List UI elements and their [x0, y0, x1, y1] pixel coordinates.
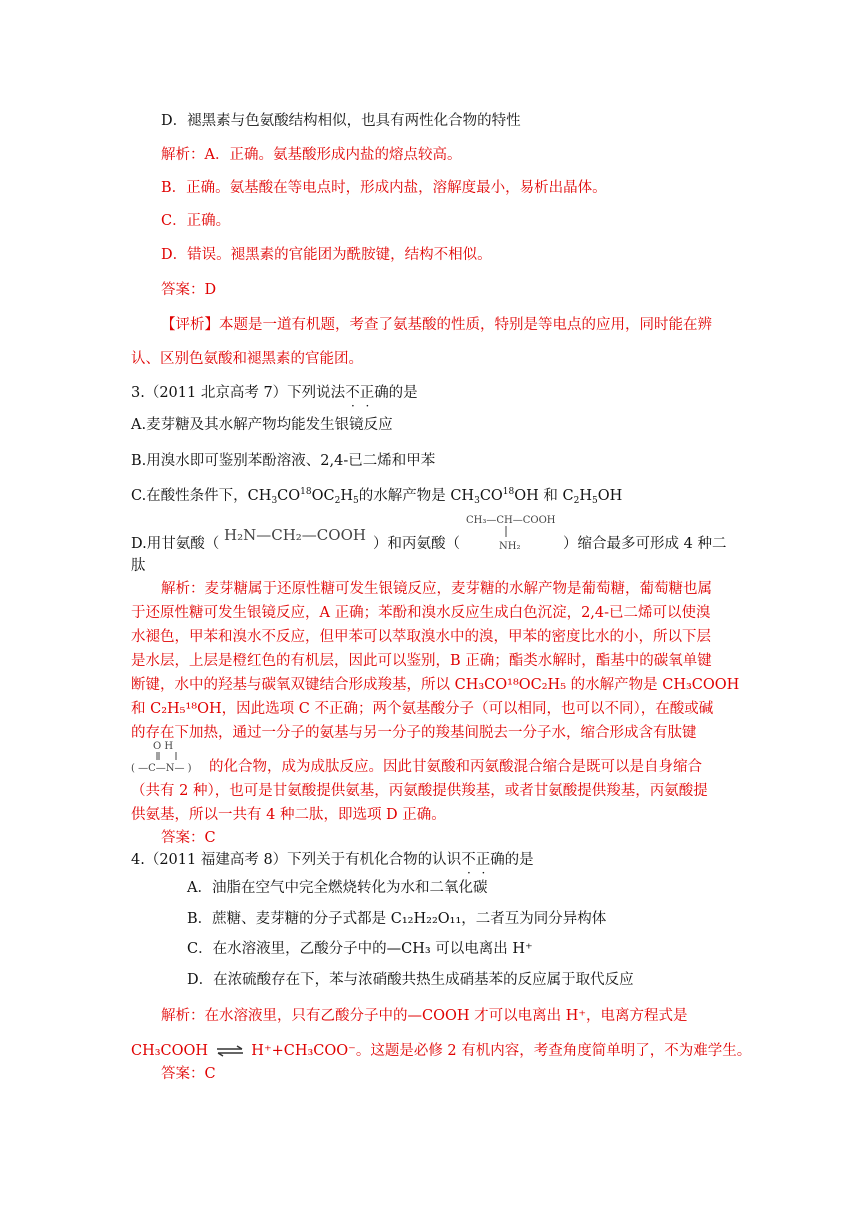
q4-analysis-line2 [131, 1041, 751, 1061]
q4-stem-pre: 4.（2011 福建高考 8）下列关于有机化合物的认识 [131, 852, 462, 868]
q2-comment-line1: 【评析】本题是一道有机题，考查了氨基酸的性质，特别是等电点的应用，同时能在辨 [161, 317, 712, 333]
q3-stem-post: 确的是 [374, 385, 418, 401]
q3-option-d-line2: 肽 [131, 558, 146, 574]
q3-c-sup: 18 [300, 487, 312, 497]
q3-c-sub: 2 [334, 496, 341, 506]
alanine-bottom: NH₂ [499, 541, 521, 552]
q4-equation-left: CH₃COOH [131, 1043, 209, 1059]
q3-c-text: OC [311, 488, 335, 504]
q3-stem [131, 383, 418, 403]
q4-stem-emph2: 正 [475, 852, 491, 868]
peptide-top: O H [153, 741, 174, 752]
glycine-formula: H₂N—CH₂—COOH [224, 526, 366, 544]
q3-option-c [131, 486, 622, 506]
q3-c-sub: 3 [271, 496, 278, 506]
q3-option-d-pre: D.用甘氨酸（ [131, 536, 220, 552]
q2-analysis-d: D．错误。褪黑素的官能团为酰胺键，结构不相似。 [161, 247, 492, 263]
q3-option-a: A.麦芽糖及其水解产物均能发生银镜反应 [131, 417, 393, 433]
peptide-bond-structure [131, 738, 211, 774]
q2-analysis-c: C．正确。 [161, 213, 231, 229]
q3-analysis-line8: 的化合物，成为成肽反应。因此甘氨酸和丙氨酸混合缩合是既可以是自身缩合 [209, 759, 702, 775]
q3-c-text: OH [597, 488, 623, 504]
q3-analysis-line5: 断键，水中的羟基与碳氧双键结合形成羧基，所以 CH₃CO¹⁸OC₂H₅ 的水解产物是 CH₃COOH [131, 677, 740, 693]
q4-option-a: A．油脂在空气中完全燃烧转化为水和二氧化碳 [187, 880, 488, 896]
q3-c-sub: 5 [592, 496, 598, 506]
q3-c-text: CO [479, 488, 503, 504]
q2-answer: 答案：D [161, 282, 217, 298]
q3-analysis-line10: 供氨基，所以一共有 4 种二肽，即选项 D 正确。 [131, 807, 446, 823]
q3-option-c-pre: C.在酸性条件下，CH [131, 488, 272, 504]
q3-option-b: B.用溴水即可鉴别苯酚溶液、2,4-已二烯和甲苯 [131, 453, 436, 469]
q4-option-c: C．在水溶液里，乙酸分子中的—CH₃ 可以电离出 H⁺ [187, 941, 533, 957]
q3-c-text: 的水解产物是 CH [358, 488, 475, 504]
q4-stem-post: 确的是 [490, 852, 534, 868]
q3-c-sub: 3 [474, 496, 480, 506]
glycine-structure [222, 522, 372, 548]
q3-c-text: CO [277, 488, 301, 504]
peptide-bottom: ( —C—N— ) [131, 763, 192, 774]
q2-analysis-a: 解析：A．正确。氨基酸形成内盐的熔点较高。 [161, 147, 462, 163]
q3-analysis-line2: 于还原性糖可发生银镜反应，A 正确；苯酚和溴水反应生成白色沉淀，2,4-已二烯可以使溴 [131, 605, 711, 621]
q3-analysis-line7: 的存在下加热，通过一分子的氨基与另一分子的羧基间脱去一分子水，缩合形成含有肽键 [131, 725, 697, 741]
q4-stem-emph1: 不 [461, 852, 476, 868]
q3-c-sup: 18 [502, 487, 515, 497]
q3-analysis-line6: 和 C₂H₅¹⁸OH，因此选项 C 不正确；两个氨基酸分子（可以相同，也可以不同），在酸或碱 [131, 701, 714, 717]
q3-c-text: H [579, 488, 592, 504]
q3-option-d-mid: ）和丙氨酸（ [373, 536, 460, 552]
q3-c-text: H [340, 488, 353, 504]
q4-analysis-line1: 解析：在水溶液里，只有乙酸分子中的—COOH 才可以电离出 H⁺，电离方程式是 [161, 1008, 688, 1024]
q3-analysis-line1: 解析：麦芽糖属于还原性糖可发生银镜反应，麦芽糖的水解产物是葡萄糖，葡萄糖也属 [161, 581, 712, 597]
q3-c-sub: 5 [352, 496, 359, 506]
alanine-top: CH₃—CH—COOH [466, 515, 556, 526]
alanine-structure [466, 510, 566, 554]
q3-analysis-line3: 水褪色，甲苯和溴水不反应，但甲苯可以萃取溴水中的溴，甲苯的密度比水的小，所以下层 [131, 629, 711, 645]
q3-stem-pre: 3.（2011 北京高考 7）下列说法 [131, 385, 346, 401]
q3-answer: 答案：C [161, 830, 216, 846]
q2-comment-line2: 认、区别色氨酸和褪黑素的官能团。 [131, 351, 363, 367]
q4-equation-right: H⁺+CH₃COO⁻。这题是必修 2 有机内容，考查角度简单明了，不为难学生。 [251, 1043, 752, 1059]
q3-stem-emph2: 正 [359, 385, 375, 401]
q3-c-text: OH 和 C [514, 488, 574, 504]
q2-analysis-b: B．正确。氨基酸在等电点时，形成内盐，溶解度最小，易析出晶体。 [161, 180, 607, 196]
q3-stem-emph1: 不 [345, 385, 360, 401]
q3-c-sub: 2 [573, 496, 580, 506]
q4-option-b: B．蔗糖、麦芽糖的分子式都是 C₁₂H₂₂O₁₁，二者互为同分异构体 [187, 911, 607, 927]
q3-option-d [131, 534, 219, 554]
q2-option-d: D．褪黑素与色氨酸结构相似，也具有两性化合物的特性 [161, 113, 521, 129]
q3-analysis-line9: （共有 2 种），也可是甘氨酸提供氨基，丙氨酸提供羧基，或者甘氨酸提供羧基，丙氨酸提 [131, 783, 708, 799]
equilibrium-arrow-icon [215, 1045, 245, 1057]
q3-analysis-line4: 是水层，上层是橙红色的有机层，因此可以鉴别，B 正确；酯类水解时，酯基中的碳氧单键 [131, 653, 712, 669]
q4-option-d: D．在浓硫酸存在下，苯与浓硝酸共热生成硝基苯的反应属于取代反应 [187, 972, 634, 988]
q3-option-d-post: ）缩合最多可形成 4 种二 [563, 536, 727, 552]
q4-answer: 答案：C [161, 1066, 216, 1082]
q4-stem [131, 850, 534, 870]
